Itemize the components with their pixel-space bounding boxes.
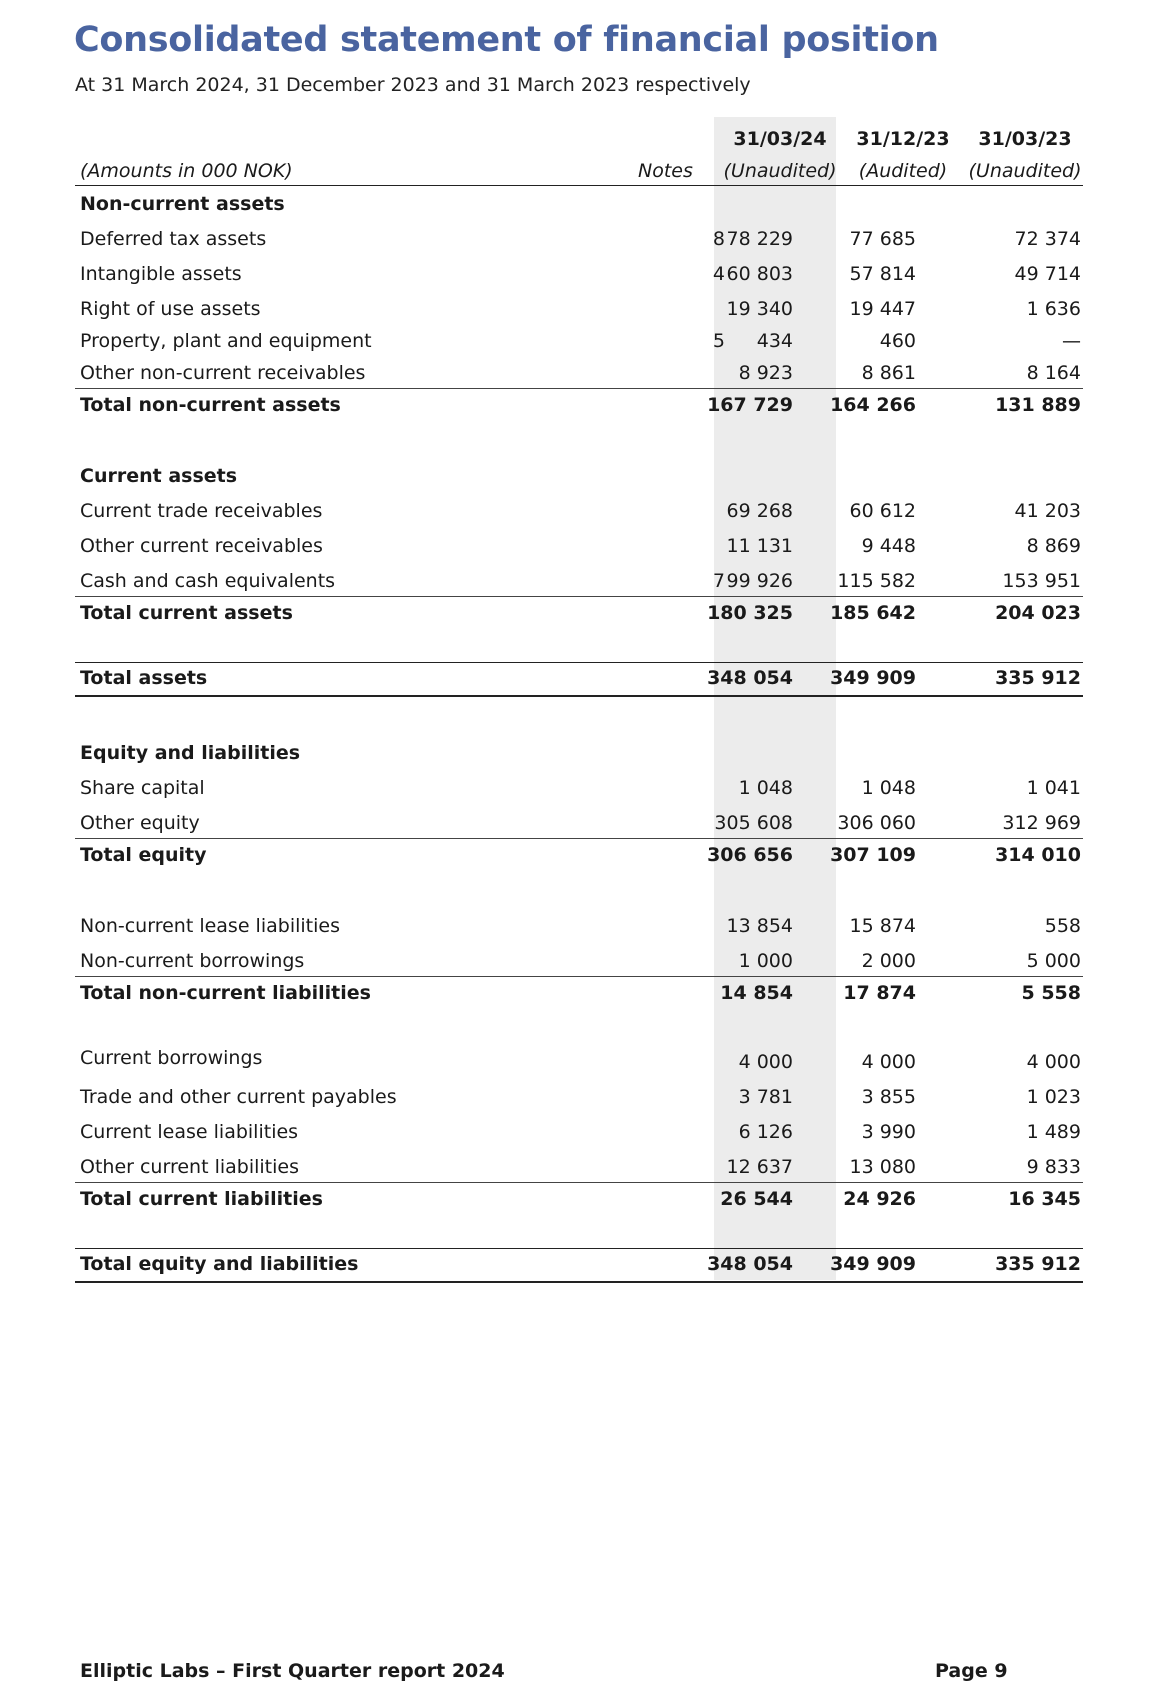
row-value-1: 60 803 <box>726 263 793 285</box>
row-label: Right of use assets <box>80 298 261 320</box>
row-value-1: 305 608 <box>714 812 793 834</box>
grand-total-row <box>75 1248 1083 1283</box>
amounts-label: (Amounts in 000 NOK) <box>80 160 293 182</box>
table-row <box>75 1152 1083 1183</box>
total-row <box>75 978 1083 1008</box>
row-label: Other current liabilities <box>80 1156 299 1178</box>
row-value-1: 99 926 <box>726 570 793 592</box>
row-value-3: 312 969 <box>1002 812 1081 834</box>
section-heading <box>75 461 1083 491</box>
row-value-1: 3 781 <box>738 1086 793 1108</box>
row-label: Total assets <box>80 667 208 689</box>
row-label: Current assets <box>80 465 238 487</box>
row-value-2: 2 000 <box>861 950 916 972</box>
row-value-2: 306 060 <box>837 812 916 834</box>
row-label: Current trade receivables <box>80 500 323 522</box>
row-label: Share capital <box>80 777 205 799</box>
row-value-1: 26 544 <box>720 1188 793 1210</box>
row-value-1: 11 131 <box>726 535 793 557</box>
row-value-1: 78 229 <box>726 228 793 250</box>
row-value-2: 349 909 <box>830 667 916 689</box>
row-value-1: 1 048 <box>738 777 793 799</box>
row-value-3: 204 023 <box>995 602 1081 624</box>
row-value-3: 1 489 <box>1026 1121 1081 1143</box>
row-value-1: 167 729 <box>707 394 793 416</box>
row-label: Other equity <box>80 812 200 834</box>
row-value-3: 314 010 <box>995 844 1081 866</box>
row-label: Current lease liabilities <box>80 1121 299 1143</box>
row-value-3: 5 000 <box>1026 950 1081 972</box>
row-value-3: 558 <box>1044 915 1081 937</box>
row-value-2: 19 447 <box>849 298 916 320</box>
table-row <box>75 1082 1083 1112</box>
row-value-2: 115 582 <box>837 570 916 592</box>
table-row <box>75 911 1083 941</box>
row-label: Total non-current assets <box>80 394 341 416</box>
notes-header: Notes <box>638 160 693 182</box>
table-row <box>75 294 1083 324</box>
page-title: Consolidated statement of financial position <box>74 20 939 60</box>
row-value-3: 153 951 <box>1002 570 1081 592</box>
row-value-2: 8 861 <box>861 362 916 384</box>
row-label: Non-current assets <box>80 193 285 215</box>
row-label: Trade and other current payables <box>80 1086 397 1108</box>
grand-total-row <box>75 662 1083 697</box>
row-value-3: 1 636 <box>1026 298 1081 320</box>
row-value-3: 131 889 <box>995 394 1081 416</box>
row-value-2: 3 855 <box>861 1086 916 1108</box>
row-value-2: 4 000 <box>861 1051 916 1073</box>
row-value-1: 1 000 <box>738 950 793 972</box>
row-label: Total current liabilities <box>80 1188 323 1210</box>
row-value-3: 41 203 <box>1014 500 1081 522</box>
row-value-1: 19 340 <box>726 298 793 320</box>
row-label: Other current receivables <box>80 535 323 557</box>
row-value-2: 460 <box>879 330 916 352</box>
footer-report-title: Elliptic Labs – First Quarter report 2024 <box>80 1660 505 1682</box>
row-value-2: 3 990 <box>861 1121 916 1143</box>
total-row <box>75 840 1083 870</box>
row-value-2: 349 909 <box>830 1253 916 1275</box>
row-value-3: 335 912 <box>995 1253 1081 1275</box>
section-heading <box>75 738 1083 768</box>
row-label: Total equity and liabilities <box>80 1253 359 1275</box>
row-value-3: 8 869 <box>1026 535 1081 557</box>
column-date-1: 31/03/24 <box>733 128 827 150</box>
row-label: Non-current lease liabilities <box>80 915 340 937</box>
table-row <box>75 1117 1083 1147</box>
row-value-2: 24 926 <box>843 1188 916 1210</box>
column-date-2: 31/12/23 <box>856 128 950 150</box>
row-value-3: 5 558 <box>1021 982 1081 1004</box>
row-value-2: 1 048 <box>861 777 916 799</box>
row-value-2: 13 080 <box>849 1156 916 1178</box>
table-row <box>75 224 1083 254</box>
row-value-2: 77 685 <box>849 228 916 250</box>
row-value-3: 8 164 <box>1026 362 1081 384</box>
row-value-3: 1 023 <box>1026 1086 1081 1108</box>
footer-page-number: Page 9 <box>935 1660 1008 1682</box>
row-value-2: 60 612 <box>849 500 916 522</box>
row-value-2: 57 814 <box>849 263 916 285</box>
table-row <box>75 808 1083 839</box>
table-row <box>75 773 1083 803</box>
total-row <box>75 390 1083 420</box>
row-value-1: 14 854 <box>720 982 793 1004</box>
row-label: Total equity <box>80 844 207 866</box>
table-row <box>75 566 1083 597</box>
row-value-1: 69 268 <box>726 500 793 522</box>
table-row <box>75 496 1083 526</box>
table-row <box>75 358 1083 389</box>
row-value-1: 306 656 <box>707 844 793 866</box>
row-value-2: 307 109 <box>830 844 916 866</box>
row-value-3: 49 714 <box>1014 263 1081 285</box>
row-label: Total current assets <box>80 602 293 624</box>
row-value-3: 16 345 <box>1008 1188 1081 1210</box>
row-value-2: 9 448 <box>861 535 916 557</box>
column-status-3: (Unaudited) <box>968 160 1082 182</box>
row-notes: 5 <box>712 330 725 352</box>
row-label: Total non-current liabilities <box>80 982 371 1004</box>
row-value-2: 15 874 <box>849 915 916 937</box>
row-value-1: 8 923 <box>738 362 793 384</box>
page-subtitle: At 31 March 2024, 31 December 2023 and 31 March 2023 respectively <box>75 74 751 96</box>
row-value-3: — <box>1062 330 1081 352</box>
column-date-3: 31/03/23 <box>978 128 1072 150</box>
row-value-1: 4 000 <box>738 1051 793 1073</box>
row-value-3: 1 041 <box>1026 777 1081 799</box>
row-value-1: 6 126 <box>738 1121 793 1143</box>
row-value-2: 17 874 <box>843 982 916 1004</box>
row-value-1: 348 054 <box>707 1253 793 1275</box>
row-value-1: 180 325 <box>707 602 793 624</box>
row-value-3: 9 833 <box>1026 1156 1081 1178</box>
row-value-1: 434 <box>756 330 793 352</box>
row-value-1: 13 854 <box>726 915 793 937</box>
table-row <box>75 1043 1083 1073</box>
row-value-1: 12 637 <box>726 1156 793 1178</box>
table-row <box>75 946 1083 977</box>
row-label: Other non-current receivables <box>80 362 366 384</box>
column-status-2: (Audited) <box>858 160 948 182</box>
row-label: Intangible assets <box>80 263 242 285</box>
row-label: Equity and liabilities <box>80 742 301 764</box>
row-label: Current borrowings <box>80 1047 263 1069</box>
total-row <box>75 598 1083 628</box>
row-value-3: 72 374 <box>1014 228 1081 250</box>
row-label: Cash and cash equivalents <box>80 570 336 592</box>
row-label: Property, plant and equipment <box>80 330 372 352</box>
row-notes: 7 <box>712 570 725 592</box>
column-status-1: (Unaudited) <box>723 160 837 182</box>
row-value-2: 185 642 <box>830 602 916 624</box>
row-value-1: 348 054 <box>707 667 793 689</box>
row-label: Non-current borrowings <box>80 950 305 972</box>
row-label: Deferred tax assets <box>80 228 267 250</box>
total-row <box>75 1184 1083 1214</box>
row-value-2: 164 266 <box>830 394 916 416</box>
row-value-3: 335 912 <box>995 667 1081 689</box>
table-row <box>75 531 1083 561</box>
section-heading <box>75 189 1083 219</box>
row-value-3: 4 000 <box>1026 1051 1081 1073</box>
row-notes: 8 <box>712 228 725 250</box>
row-notes: 4 <box>712 263 725 285</box>
table-row <box>75 259 1083 289</box>
table-row <box>75 326 1083 356</box>
